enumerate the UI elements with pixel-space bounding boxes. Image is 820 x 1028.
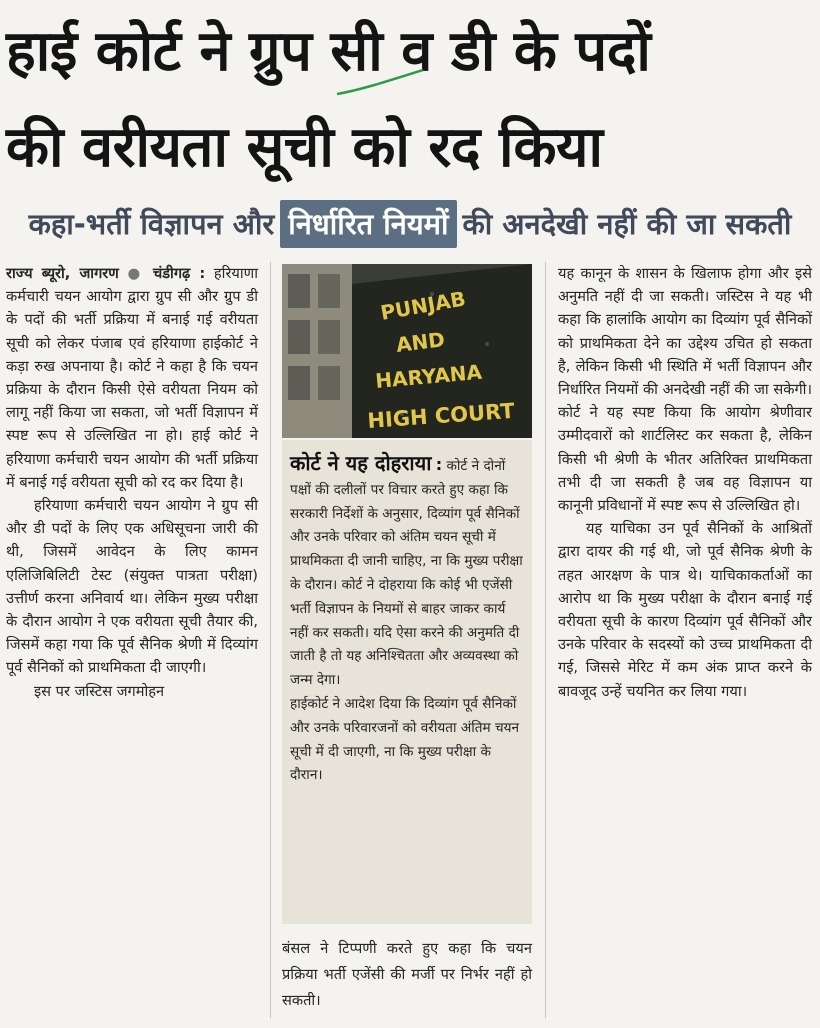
callout-p2: हाईकोर्ट ने आदेश दिया कि दिव्यांग पूर्व सैनिकों और उनके परिवारजनों को वरीयता अंतिम चयन सूची में दी जाएगी, ना कि मुख्य परीक्षा के दौरान। — [290, 695, 520, 784]
callout-p1-text: कोर्ट ने दोनों पक्षों की दलीलों पर विचार करते हुए कहा कि सरकारी निर्देशों के अनुसार, दिव्यांग पूर्व सैनिकों और उनके परिवार को अंतिम चयन सूची में प्राथमिकता दी जानी चाहिए, ना कि मुख्य परीक्षा के दौरान। कोर्ट ने दोहराया कि कोई भी एजेंसी भर्ती विज्ञापन के नियमों से बाहर जाकर कार्य नहीं कर सकती। यदि ऐसा करने की अनुमति दी जाती है तो यह अनिश्चितता और अव्यवस्था को जन्म देगा। — [290, 458, 523, 689]
sign-line-3: HARYANA — [374, 359, 483, 393]
callout-box — [282, 440, 532, 924]
sign-line-4: HIGH COURT — [366, 398, 516, 433]
subheadline-before: कहा-भर्ती विज्ञापन और — [28, 207, 275, 241]
headline-line-2: की वरीयता सूची को रद किया — [6, 115, 603, 180]
headline-line-1: हाई कोर्ट ने ग्रुप सी व डी के पदों — [6, 19, 651, 84]
column-1 — [6, 262, 258, 703]
sign-line-1: PUNJAB — [378, 286, 468, 325]
high-court-photo — [282, 264, 532, 438]
high-court-sign-image — [282, 264, 532, 438]
column-2-continuation — [282, 936, 532, 1014]
headline — [6, 4, 814, 196]
column3-p1: यह कानून के शासन के खिलाफ होगा और इसे अनुमति नहीं दी जा सकती। जस्टिस ने यह भी कहा कि हालांकि आयोग का दिव्यांग पूर्व सैनिकों को प्राथमिकता देने का उद्देश्य उचित हो सकता है, लेकिन किसी भी स्थिति में भर्ती विज्ञापन और निर्धारित नियमों की अनदेखी नहीं की जा सकेगी। कोर्ट ने यह स्पष्ट किया कि आयोग श्रेणीवार उम्मीदवारों को शार्टलिस्ट कर सकता है, लेकिन किसी भी श्रेणी के भीतर अतिरिक्त प्राथमिकता तभी दी जा सकती है जब वह विज्ञापन या कानूनी प्रविधानों में स्पष्ट रूप से उल्लिखित हो। — [558, 265, 812, 515]
column-3 — [558, 262, 812, 703]
dateline-city: चंडीगढ़ : — [152, 265, 206, 282]
column2-bottom: बंसल ने टिप्पणी करते हुए कहा कि चयन प्रक्रिया भर्ती एजेंसी की मर्जी पर निर्भर नहीं हो सकती। — [282, 940, 532, 1009]
bullet-dot-icon: ● — [127, 265, 145, 282]
paragraph — [6, 262, 258, 494]
subheadline-highlight: निर्धारित नियमों — [280, 200, 456, 248]
dateline-bureau: राज्य ब्यूरो, जागरण — [6, 265, 119, 282]
column3-p2: यह याचिका उन पूर्व सैनिकों के आश्रितों द्वारा दायर की गई थी, जो पूर्व सैनिक श्रेणी के तहत आरक्षण के पात्र थे। याचिकाकर्ताओं का आरोप था कि मुख्य परीक्षा के दौरान बनाई गई वरीयता सूची के कारण दिव्यांग पूर्व सैनिकों और उनके परिवार के सदस्यों को उच्च प्राथमिकता दी गई, जिससे मेरिट में कम अंक प्राप्त करने के बावजूद उन्हें चयनित कर लिया गया। — [558, 520, 812, 700]
column1-p1: हरियाणा कर्मचारी चयन आयोग द्वारा ग्रुप सी और ग्रुप डी के पदों की भर्ती प्रक्रिया में बनाई गई वरीयता सूची को लेकर पंजाब एवं हरियाणा हाईकोर्ट ने कड़ा रुख अपनाया है। कोर्ट ने कहा है कि चयन प्रक्रिया के दौरान किसी ऐसे वरीयता नियम को लागू नहीं किया जा सकता, जो भर्ती विज्ञापन में स्पष्ट रूप से उल्लिखित ना हो। हाई कोर्ट ने हरियाणा कर्मचारी चयन आयोग की भर्ती प्रक्रिया में बनाई गई वरीयता सूची को रद कर दिया है। — [6, 265, 258, 491]
callout-p1 — [290, 452, 524, 693]
column-rule-2 — [545, 262, 546, 1018]
column1-p2: हरियाणा कर्मचारी चयन आयोग ने ग्रुप सी और डी पदों के लिए एक अधिसूचना जारी की थी, जिसमें आवेदन के लिए कामन एलिजिबिलिटी टेस्ट (संयुक्त पात्रता परीक्षा) उत्तीर्ण करना अनिवार्य था। लेकिन मुख्य परीक्षा के दौरान आयोग ने एक वरीयता सूची तैयार की, जिसमें कहा गया कि पूर्व सैनिक श्रेणी में दिव्यांग पूर्व सैनिकों को प्राथमिकता दी जाएगी। — [6, 497, 258, 677]
column1-p3: इस पर जस्टिस जगमोहन — [34, 682, 165, 700]
sign-line-2: AND — [394, 327, 447, 357]
column-rule-1 — [270, 262, 271, 1018]
subheadline-after: की अनदेखी नहीं की जा सकती — [462, 207, 792, 241]
subheadline — [0, 190, 820, 258]
callout-colon: : — [435, 455, 443, 474]
callout-title: कोर्ट ने यह दोहराया — [290, 451, 432, 475]
